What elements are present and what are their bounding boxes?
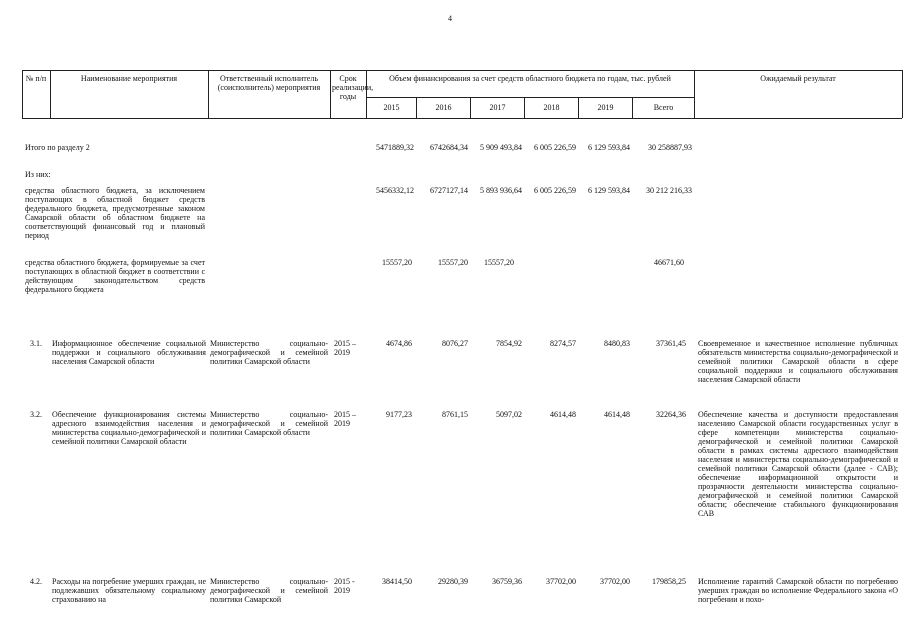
row-executor: Министерство социально-демографической и семейной политики Самарской: [210, 577, 328, 604]
row-number: 3.1.: [30, 339, 42, 348]
total-label: Итого по разделу 2: [25, 143, 90, 152]
col-divider: [330, 70, 331, 118]
row-term: 2015 – 2019: [334, 339, 356, 357]
value-2016: 8761,15: [442, 410, 468, 419]
value-2015: 4674,86: [386, 339, 412, 348]
value-total: 179858,25: [652, 577, 686, 586]
header-executor: Ответственный исполнитель (соисполнитель) мероприятия: [217, 74, 321, 92]
header-year-2018: 2018: [543, 103, 560, 112]
col-divider: [902, 70, 903, 118]
row-number: 4.2.: [30, 577, 42, 586]
funding-source-a-text: средства областного бюджета, за исключением поступающих в областной бюджет средств федерального бюджета, предусмотренные законом Самарской области об областном бюджете на соответствующий финансовый год и плановый период: [25, 186, 205, 240]
row-term: 2015 – 2019: [334, 410, 356, 428]
value-2015: 9177,23: [386, 410, 412, 419]
row-result: Своевременное и качественное исполнение публичных обязательств министерства социально-демографической и семейной политики Самарской области в сфере социальной поддержки и социального обслуживания населения Самарской области: [698, 339, 898, 384]
value-2015: 38414,50: [382, 577, 412, 586]
row-result: Обеспечение качества и доступности предоставления населению Самарской области государственных услуг в сфере компетенции министерства социально-демографической и семейной политики Самарской области в рамках системы адресного взаимодействия населения и министерства социально-демографической и семейной политики Самарской области (далее - САВ); обеспечение информационной открытости и прозрачности деятельности министерства социально-демографической и семейной политики Самарской области; обеспечение стабильного функционирования САВ: [698, 410, 898, 518]
header-top-border: [22, 70, 902, 71]
value-2015: 15557,20: [382, 258, 412, 267]
header-year-2019: 2019: [597, 103, 614, 112]
value-2019: 6 129 593,84: [588, 186, 630, 195]
value-2019: 6 129 593,84: [588, 143, 630, 152]
value-2017: 15557,20: [484, 258, 514, 267]
value-2015: 5471889,32: [376, 143, 414, 152]
value-2019: 4614,48: [604, 410, 630, 419]
col-divider: [694, 70, 695, 118]
value-2017: 5 893 936,64: [480, 186, 522, 195]
value-total: 37361,45: [656, 339, 686, 348]
value-total: 46671,60: [654, 258, 684, 267]
value-2018: 37702,00: [546, 577, 576, 586]
header-name: Наименование мероприятия: [80, 74, 178, 83]
col-divider: [208, 70, 209, 118]
row-result: Исполнение гарантий Самарской области по погребению умерших граждан во исполнение Федерального закона «О погребении и похо-: [698, 577, 898, 604]
row-number: 3.2.: [30, 410, 42, 419]
value-2016: 6727127,14: [430, 186, 468, 195]
value-2019: 37702,00: [600, 577, 630, 586]
value-total: 30 212 216,33: [646, 186, 692, 195]
row-name: Обеспечение функционирования системы адресного взаимодействия населения и министерства социально-демографической и семейной политики Самарской области: [52, 410, 206, 446]
value-2017: 5097,02: [496, 410, 522, 419]
value-2017: 36759,36: [492, 577, 522, 586]
value-total: 30 258887,93: [648, 143, 692, 152]
row-name: Расходы на погребение умерших граждан, не подлежавших обязательному социальному страхованию на: [52, 577, 206, 604]
row-executor: Министерство социально-демографической и семейной политики Самарской области: [210, 410, 328, 437]
row-name: Информационное обеспечение социальной поддержки и социального обслуживания населения Самарской области: [52, 339, 206, 366]
header-year-2017: 2017: [489, 103, 506, 112]
value-2018: 6 005 226,59: [534, 143, 576, 152]
header-year-2015: 2015: [383, 103, 400, 112]
value-2016: 6742684,34: [430, 143, 468, 152]
value-2018: 8274,57: [550, 339, 576, 348]
row-executor: Министерство социально-демографической и семейной политики Самарской области: [210, 339, 328, 366]
header-num: № п/п: [25, 74, 47, 83]
value-2017: 7854,92: [496, 339, 522, 348]
header-term: Срок реализации, годы: [332, 74, 374, 101]
value-total: 32264,36: [656, 410, 686, 419]
value-2016: 15557,20: [438, 258, 468, 267]
col-divider: [22, 70, 23, 118]
value-2019: 8480,83: [604, 339, 630, 348]
value-2018: 6 005 226,59: [534, 186, 576, 195]
header-year-2016: 2016: [435, 103, 452, 112]
header-year-total: Всего: [653, 103, 674, 112]
value-2015: 5456332,12: [376, 186, 414, 195]
row-term: 2015 - 2019: [334, 577, 355, 595]
header-financing: Объем финансирования за счет средств областного бюджета по годам, тыс. рублей: [389, 74, 671, 83]
value-2016: 8076,27: [442, 339, 468, 348]
header-result: Ожидаемый результат: [760, 74, 836, 83]
funding-source-b-text: средства областного бюджета, формируемые за счет поступающих в областной бюджет в соответствии с действующим законодательством средств федерального бюджета: [25, 258, 205, 294]
of-which-label: Из них:: [25, 170, 51, 179]
header-bottom-border: [22, 118, 902, 119]
value-2016: 29280,39: [438, 577, 468, 586]
col-divider: [50, 70, 51, 118]
value-2018: 4614,48: [550, 410, 576, 419]
value-2017: 5 909 493,84: [480, 143, 522, 152]
page-number: 4: [448, 14, 452, 23]
